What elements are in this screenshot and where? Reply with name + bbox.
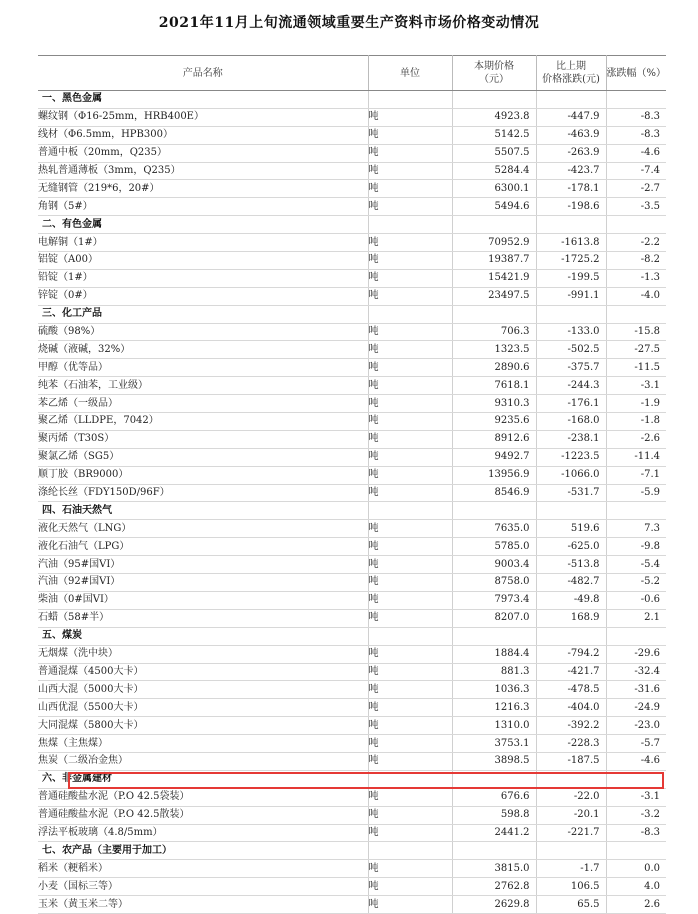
- unit-cell: 吨: [368, 323, 452, 341]
- change-cell: -482.7: [536, 574, 606, 592]
- document-title: 2021年11月上旬流通领域重要生产资料市场价格变动情况: [158, 15, 540, 31]
- change-pct-cell: -24.9: [606, 699, 666, 717]
- change-pct-cell: -2.7: [606, 180, 666, 198]
- change-pct-cell: -32.4: [606, 663, 666, 681]
- unit-cell: 吨: [368, 413, 452, 431]
- category-row: [38, 842, 666, 860]
- product-name: 烧碱（液碱，32%）: [38, 341, 368, 359]
- unit-cell: 吨: [368, 681, 452, 699]
- change-cell: -1223.5: [536, 448, 606, 466]
- empty-cell: [368, 627, 452, 645]
- change-cell: -20.1: [536, 806, 606, 824]
- table-row: [38, 752, 666, 770]
- table-row: [38, 413, 666, 431]
- table-row: [38, 198, 666, 216]
- unit-cell: 吨: [368, 126, 452, 144]
- price-cell: 6300.1: [452, 180, 536, 198]
- table-row: [38, 287, 666, 305]
- empty-cell: [606, 770, 666, 788]
- price-cell: 1216.3: [452, 699, 536, 717]
- change-pct-cell: -3.1: [606, 788, 666, 806]
- empty-cell: [536, 91, 606, 109]
- empty-cell: [606, 305, 666, 323]
- table-row: [38, 448, 666, 466]
- change-pct-cell: -8.3: [606, 126, 666, 144]
- change-cell: -404.0: [536, 699, 606, 717]
- change-pct-cell: 7.3: [606, 520, 666, 538]
- category-name: 一、黑色金属: [38, 91, 368, 109]
- change-cell: -447.9: [536, 108, 606, 126]
- change-pct-cell: -23.0: [606, 717, 666, 735]
- product-name: 电解铜（1#）: [38, 234, 368, 252]
- header-change: 比上期 价格涨跌(元): [536, 56, 606, 91]
- change-cell: -176.1: [536, 395, 606, 413]
- header-unit: 单位: [368, 56, 452, 91]
- table-row: [38, 108, 666, 126]
- unit-cell: 吨: [368, 466, 452, 484]
- price-cell: 4923.8: [452, 108, 536, 126]
- change-cell: -22.0: [536, 788, 606, 806]
- price-cell: 13956.9: [452, 466, 536, 484]
- unit-cell: 吨: [368, 377, 452, 395]
- change-cell: -198.6: [536, 198, 606, 216]
- table-row: [38, 645, 666, 663]
- change-pct-cell: -5.7: [606, 735, 666, 753]
- category-name: 五、煤炭: [38, 627, 368, 645]
- price-cell: 2441.2: [452, 824, 536, 842]
- change-pct-cell: -9.8: [606, 538, 666, 556]
- unit-cell: 吨: [368, 735, 452, 753]
- change-pct-cell: -1.9: [606, 395, 666, 413]
- product-name: 普通硅酸盐水泥（P.O 42.5散装）: [38, 806, 368, 824]
- unit-cell: 吨: [368, 699, 452, 717]
- change-cell: -244.3: [536, 377, 606, 395]
- change-pct-cell: -5.4: [606, 556, 666, 574]
- price-cell: 9492.7: [452, 448, 536, 466]
- unit-cell: 吨: [368, 806, 452, 824]
- product-name: 汽油（95#国VI）: [38, 556, 368, 574]
- change-pct-cell: -11.4: [606, 448, 666, 466]
- price-table: [38, 55, 666, 914]
- unit-cell: 吨: [368, 878, 452, 896]
- product-name: 玉米（黄玉米二等）: [38, 896, 368, 914]
- unit-cell: 吨: [368, 574, 452, 592]
- product-name: 浮法平板玻璃（4.8/5mm）: [38, 824, 368, 842]
- change-pct-cell: -3.5: [606, 198, 666, 216]
- price-cell: 2762.8: [452, 878, 536, 896]
- price-cell: 8546.9: [452, 484, 536, 502]
- product-name: 液化石油气（LPG）: [38, 538, 368, 556]
- unit-cell: 吨: [368, 860, 452, 878]
- unit-cell: 吨: [368, 448, 452, 466]
- change-cell: -794.2: [536, 645, 606, 663]
- price-cell: 1036.3: [452, 681, 536, 699]
- product-name: 顺丁胶（BR9000）: [38, 466, 368, 484]
- change-cell: -187.5: [536, 752, 606, 770]
- change-pct-cell: 0.0: [606, 860, 666, 878]
- product-name: 铅锭（1#）: [38, 269, 368, 287]
- change-cell: -228.3: [536, 735, 606, 753]
- change-pct-cell: -3.1: [606, 377, 666, 395]
- empty-cell: [536, 216, 606, 234]
- table-row: [38, 860, 666, 878]
- change-cell: -375.7: [536, 359, 606, 377]
- table-row: [38, 699, 666, 717]
- unit-cell: 吨: [368, 108, 452, 126]
- empty-cell: [368, 216, 452, 234]
- change-cell: -168.0: [536, 413, 606, 431]
- product-name: 涤纶长丝（FDY150D/96F）: [38, 484, 368, 502]
- price-cell: 7618.1: [452, 377, 536, 395]
- empty-cell: [536, 502, 606, 520]
- unit-cell: 吨: [368, 484, 452, 502]
- product-name: 甲醇（优等品）: [38, 359, 368, 377]
- price-cell: 9235.6: [452, 413, 536, 431]
- category-row: [38, 305, 666, 323]
- price-cell: 7635.0: [452, 520, 536, 538]
- category-name: 六、非金属建材: [38, 770, 368, 788]
- change-pct-cell: -0.6: [606, 591, 666, 609]
- table-row: [38, 252, 666, 270]
- table-row: [38, 806, 666, 824]
- change-cell: -1725.2: [536, 252, 606, 270]
- change-pct-cell: -5.9: [606, 484, 666, 502]
- table-row: [38, 466, 666, 484]
- change-cell: -478.5: [536, 681, 606, 699]
- category-name: 四、石油天然气: [38, 502, 368, 520]
- product-name: 汽油（92#国VI）: [38, 574, 368, 592]
- category-row: [38, 216, 666, 234]
- table-row: [38, 484, 666, 502]
- table-row: [38, 574, 666, 592]
- change-pct-cell: 4.0: [606, 878, 666, 896]
- category-name: 七、农产品（主要用于加工）: [38, 842, 368, 860]
- price-cell: 3753.1: [452, 735, 536, 753]
- change-cell: 65.5: [536, 896, 606, 914]
- price-cell: 2629.8: [452, 896, 536, 914]
- table-row: [38, 144, 666, 162]
- change-pct-cell: -1.8: [606, 413, 666, 431]
- product-name: 无缝钢管（219*6，20#）: [38, 180, 368, 198]
- unit-cell: 吨: [368, 144, 452, 162]
- empty-cell: [452, 305, 536, 323]
- empty-cell: [452, 216, 536, 234]
- empty-cell: [368, 91, 452, 109]
- change-pct-cell: -4.0: [606, 287, 666, 305]
- product-name: 石蜡（58#半）: [38, 609, 368, 627]
- unit-cell: 吨: [368, 430, 452, 448]
- change-cell: -1.7: [536, 860, 606, 878]
- change-pct-cell: -5.2: [606, 574, 666, 592]
- empty-cell: [536, 627, 606, 645]
- price-cell: 3898.5: [452, 752, 536, 770]
- empty-cell: [536, 305, 606, 323]
- table-row: [38, 896, 666, 914]
- empty-cell: [536, 842, 606, 860]
- change-pct-cell: -1.3: [606, 269, 666, 287]
- price-cell: 706.3: [452, 323, 536, 341]
- product-name: 山西大混（5000大卡）: [38, 681, 368, 699]
- table-row: [38, 681, 666, 699]
- header-price: 本期价格 （元）: [452, 56, 536, 91]
- product-name: 焦煤（主焦煤）: [38, 735, 368, 753]
- empty-cell: [536, 770, 606, 788]
- product-name: 无烟煤（洗中块）: [38, 645, 368, 663]
- price-cell: 1310.0: [452, 717, 536, 735]
- change-pct-cell: -29.6: [606, 645, 666, 663]
- unit-cell: 吨: [368, 896, 452, 914]
- unit-cell: 吨: [368, 717, 452, 735]
- product-name: 铝锭（A00）: [38, 252, 368, 270]
- unit-cell: 吨: [368, 162, 452, 180]
- product-name: 锌锭（0#）: [38, 287, 368, 305]
- table-row: [38, 538, 666, 556]
- product-name: 热轧普通薄板（3mm，Q235）: [38, 162, 368, 180]
- product-name: 普通混煤（4500大卡）: [38, 663, 368, 681]
- change-cell: -1613.8: [536, 234, 606, 252]
- empty-cell: [368, 502, 452, 520]
- product-name: 普通中板（20mm，Q235）: [38, 144, 368, 162]
- empty-cell: [452, 627, 536, 645]
- table-row: [38, 234, 666, 252]
- unit-cell: 吨: [368, 663, 452, 681]
- change-cell: 168.9: [536, 609, 606, 627]
- price-cell: 7973.4: [452, 591, 536, 609]
- unit-cell: 吨: [368, 824, 452, 842]
- price-cell: 5507.5: [452, 144, 536, 162]
- price-cell: 70952.9: [452, 234, 536, 252]
- empty-cell: [606, 627, 666, 645]
- change-pct-cell: 2.6: [606, 896, 666, 914]
- table-row: [38, 556, 666, 574]
- category-row: [38, 627, 666, 645]
- unit-cell: 吨: [368, 609, 452, 627]
- product-name: 螺纹钢（Φ16-25mm，HRB400E）: [38, 108, 368, 126]
- product-name: 山西优混（5500大卡）: [38, 699, 368, 717]
- change-pct-cell: -8.3: [606, 108, 666, 126]
- table-row: [38, 269, 666, 287]
- change-cell: -49.8: [536, 591, 606, 609]
- product-name: 大同混煤（5800大卡）: [38, 717, 368, 735]
- change-cell: -531.7: [536, 484, 606, 502]
- table-row: [38, 341, 666, 359]
- price-cell: 8207.0: [452, 609, 536, 627]
- change-pct-cell: -2.6: [606, 430, 666, 448]
- table-row: [38, 430, 666, 448]
- product-name: 柴油（0#国VI）: [38, 591, 368, 609]
- unit-cell: 吨: [368, 752, 452, 770]
- price-cell: 19387.7: [452, 252, 536, 270]
- change-cell: 106.5: [536, 878, 606, 896]
- empty-cell: [368, 305, 452, 323]
- table-header-row: [38, 56, 666, 91]
- change-cell: -423.7: [536, 162, 606, 180]
- price-cell: 881.3: [452, 663, 536, 681]
- table-row: [38, 663, 666, 681]
- product-name: 普通硅酸盐水泥（P.O 42.5袋装）: [38, 788, 368, 806]
- unit-cell: 吨: [368, 287, 452, 305]
- change-pct-cell: -31.6: [606, 681, 666, 699]
- product-name: 稻米（粳稻米）: [38, 860, 368, 878]
- price-cell: 2890.6: [452, 359, 536, 377]
- price-cell: 5494.6: [452, 198, 536, 216]
- table-body: [38, 91, 666, 914]
- table-row: [38, 126, 666, 144]
- change-pct-cell: -27.5: [606, 341, 666, 359]
- change-cell: -1066.0: [536, 466, 606, 484]
- category-name: 二、有色金属: [38, 216, 368, 234]
- unit-cell: 吨: [368, 645, 452, 663]
- change-cell: -463.9: [536, 126, 606, 144]
- price-cell: 23497.5: [452, 287, 536, 305]
- unit-cell: 吨: [368, 591, 452, 609]
- table-row: [38, 323, 666, 341]
- change-cell: -199.5: [536, 269, 606, 287]
- empty-cell: [452, 91, 536, 109]
- change-cell: -133.0: [536, 323, 606, 341]
- unit-cell: 吨: [368, 234, 452, 252]
- empty-cell: [368, 842, 452, 860]
- product-name: 聚丙烯（T30S）: [38, 430, 368, 448]
- product-name: 纯苯（石油苯，工业级）: [38, 377, 368, 395]
- product-name: 聚乙烯（LLDPE，7042）: [38, 413, 368, 431]
- price-cell: 9310.3: [452, 395, 536, 413]
- unit-cell: 吨: [368, 341, 452, 359]
- unit-cell: 吨: [368, 359, 452, 377]
- table-row: [38, 377, 666, 395]
- change-cell: -178.1: [536, 180, 606, 198]
- empty-cell: [452, 770, 536, 788]
- change-cell: -392.2: [536, 717, 606, 735]
- change-pct-cell: -3.2: [606, 806, 666, 824]
- product-name: 聚氯乙烯（SG5）: [38, 448, 368, 466]
- change-cell: -221.7: [536, 824, 606, 842]
- table-row: [38, 180, 666, 198]
- change-pct-cell: -11.5: [606, 359, 666, 377]
- table-row: [38, 824, 666, 842]
- price-cell: 3815.0: [452, 860, 536, 878]
- category-row: [38, 91, 666, 109]
- change-cell: -502.5: [536, 341, 606, 359]
- table-row: [38, 735, 666, 753]
- change-pct-cell: -7.4: [606, 162, 666, 180]
- unit-cell: 吨: [368, 556, 452, 574]
- table-row: [38, 878, 666, 896]
- empty-cell: [606, 842, 666, 860]
- empty-cell: [606, 216, 666, 234]
- price-cell: 1323.5: [452, 341, 536, 359]
- empty-cell: [452, 842, 536, 860]
- category-name: 三、化工产品: [38, 305, 368, 323]
- table-row: [38, 788, 666, 806]
- table-row: [38, 162, 666, 180]
- unit-cell: 吨: [368, 788, 452, 806]
- change-pct-cell: -15.8: [606, 323, 666, 341]
- price-cell: 8912.6: [452, 430, 536, 448]
- unit-cell: 吨: [368, 198, 452, 216]
- unit-cell: 吨: [368, 252, 452, 270]
- product-name: 苯乙烯（一级品）: [38, 395, 368, 413]
- change-cell: 519.6: [536, 520, 606, 538]
- price-cell: 676.6: [452, 788, 536, 806]
- empty-cell: [368, 770, 452, 788]
- table-row: [38, 395, 666, 413]
- change-pct-cell: -8.2: [606, 252, 666, 270]
- unit-cell: 吨: [368, 520, 452, 538]
- change-pct-cell: -2.2: [606, 234, 666, 252]
- price-cell: 15421.9: [452, 269, 536, 287]
- change-pct-cell: -4.6: [606, 752, 666, 770]
- price-cell: 9003.4: [452, 556, 536, 574]
- empty-cell: [452, 502, 536, 520]
- price-cell: 598.8: [452, 806, 536, 824]
- change-cell: -513.8: [536, 556, 606, 574]
- unit-cell: 吨: [368, 180, 452, 198]
- header-change-pct: 涨跌幅（%）: [606, 56, 666, 91]
- table-row: [38, 591, 666, 609]
- category-row: [38, 770, 666, 788]
- category-row: [38, 502, 666, 520]
- price-cell: 1884.4: [452, 645, 536, 663]
- product-name: 角钢（5#）: [38, 198, 368, 216]
- price-cell: 8758.0: [452, 574, 536, 592]
- product-name: 小麦（国标三等）: [38, 878, 368, 896]
- header-product-name: 产品名称: [38, 56, 368, 91]
- unit-cell: 吨: [368, 269, 452, 287]
- change-pct-cell: -7.1: [606, 466, 666, 484]
- empty-cell: [606, 502, 666, 520]
- price-cell: 5284.4: [452, 162, 536, 180]
- table-row: [38, 520, 666, 538]
- unit-cell: 吨: [368, 395, 452, 413]
- change-pct-cell: -4.6: [606, 144, 666, 162]
- table-row: [38, 717, 666, 735]
- product-name: 液化天然气（LNG）: [38, 520, 368, 538]
- product-name: 硫酸（98%）: [38, 323, 368, 341]
- price-cell: 5142.5: [452, 126, 536, 144]
- change-cell: -421.7: [536, 663, 606, 681]
- price-cell: 5785.0: [452, 538, 536, 556]
- table-row: [38, 609, 666, 627]
- unit-cell: 吨: [368, 538, 452, 556]
- change-pct-cell: 2.1: [606, 609, 666, 627]
- table-row: [38, 359, 666, 377]
- change-cell: -238.1: [536, 430, 606, 448]
- change-cell: -263.9: [536, 144, 606, 162]
- change-cell: -625.0: [536, 538, 606, 556]
- change-pct-cell: -8.3: [606, 824, 666, 842]
- product-name: 焦炭（二级冶金焦）: [38, 752, 368, 770]
- product-name: 线材（Φ6.5mm，HPB300）: [38, 126, 368, 144]
- empty-cell: [606, 91, 666, 109]
- change-cell: -991.1: [536, 287, 606, 305]
